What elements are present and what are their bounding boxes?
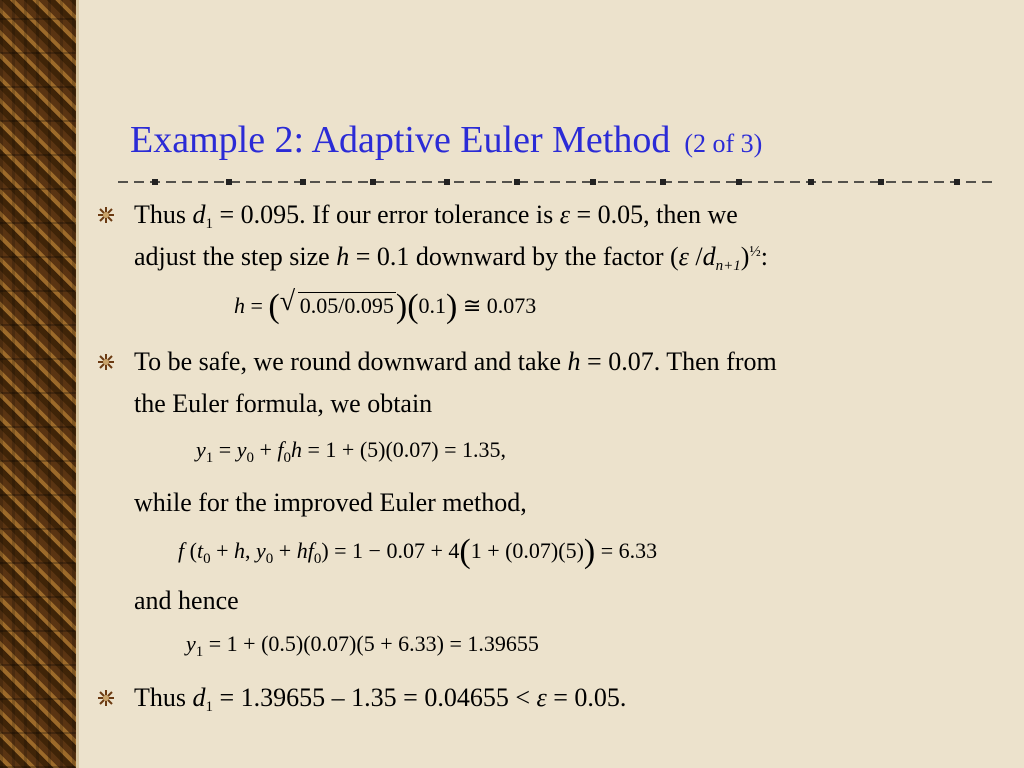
title-main: Example 2: Adaptive Euler Method — [130, 119, 671, 161]
bullet3-line: Thus $d_1 = 1.39655 - 1.35 = 0.04655 < \varepsilon = 0.05$. — [134, 683, 627, 715]
bullet2-line1: To be safe, we round downward and take h = 0.07. Then from — [134, 347, 777, 376]
title-divider — [118, 176, 994, 188]
equation-step-size: h = ( √ 0.05/0.095)(0.1) ≅ 0.073 — [234, 286, 537, 325]
equation-result: $y_1 = 1 + (0.5)(0.07)(5 + 6.33) = 1.39655$ — [186, 631, 539, 660]
bullet1-line2: adjust the step size h = 0.1 downward by the factor (ε $/d_{n+1})^{\frac{1}{2}}$: — [134, 242, 768, 274]
title-sub: (2 of 3) — [684, 129, 763, 158]
border-edge — [76, 0, 79, 768]
improved-euler-text: while for the improved Euler method, — [134, 488, 527, 517]
equation-euler: $y_1 = y_0 + f_0h = 1 + (5)(0.07) = 1.35$, — [196, 437, 507, 466]
bullet-icon — [98, 207, 114, 223]
slide-title — [130, 118, 990, 162]
decorative-border — [0, 0, 76, 768]
bullet-icon — [98, 354, 114, 370]
bullet-icon — [98, 690, 114, 706]
bullet1-line1: Thus $d_1 = 0.095$. If our error tolerance is ε = 0.05, then we — [134, 200, 738, 232]
equation-improved-euler: f ($t_0 + h$, $y_0 + hf_0) = 1 - 0.07 + 4(1 + (0.07)(5)) = 6.33$ — [178, 533, 658, 570]
hence-text: and hence — [134, 586, 239, 615]
bullet2-line2: the Euler formula, we obtain — [134, 389, 433, 418]
